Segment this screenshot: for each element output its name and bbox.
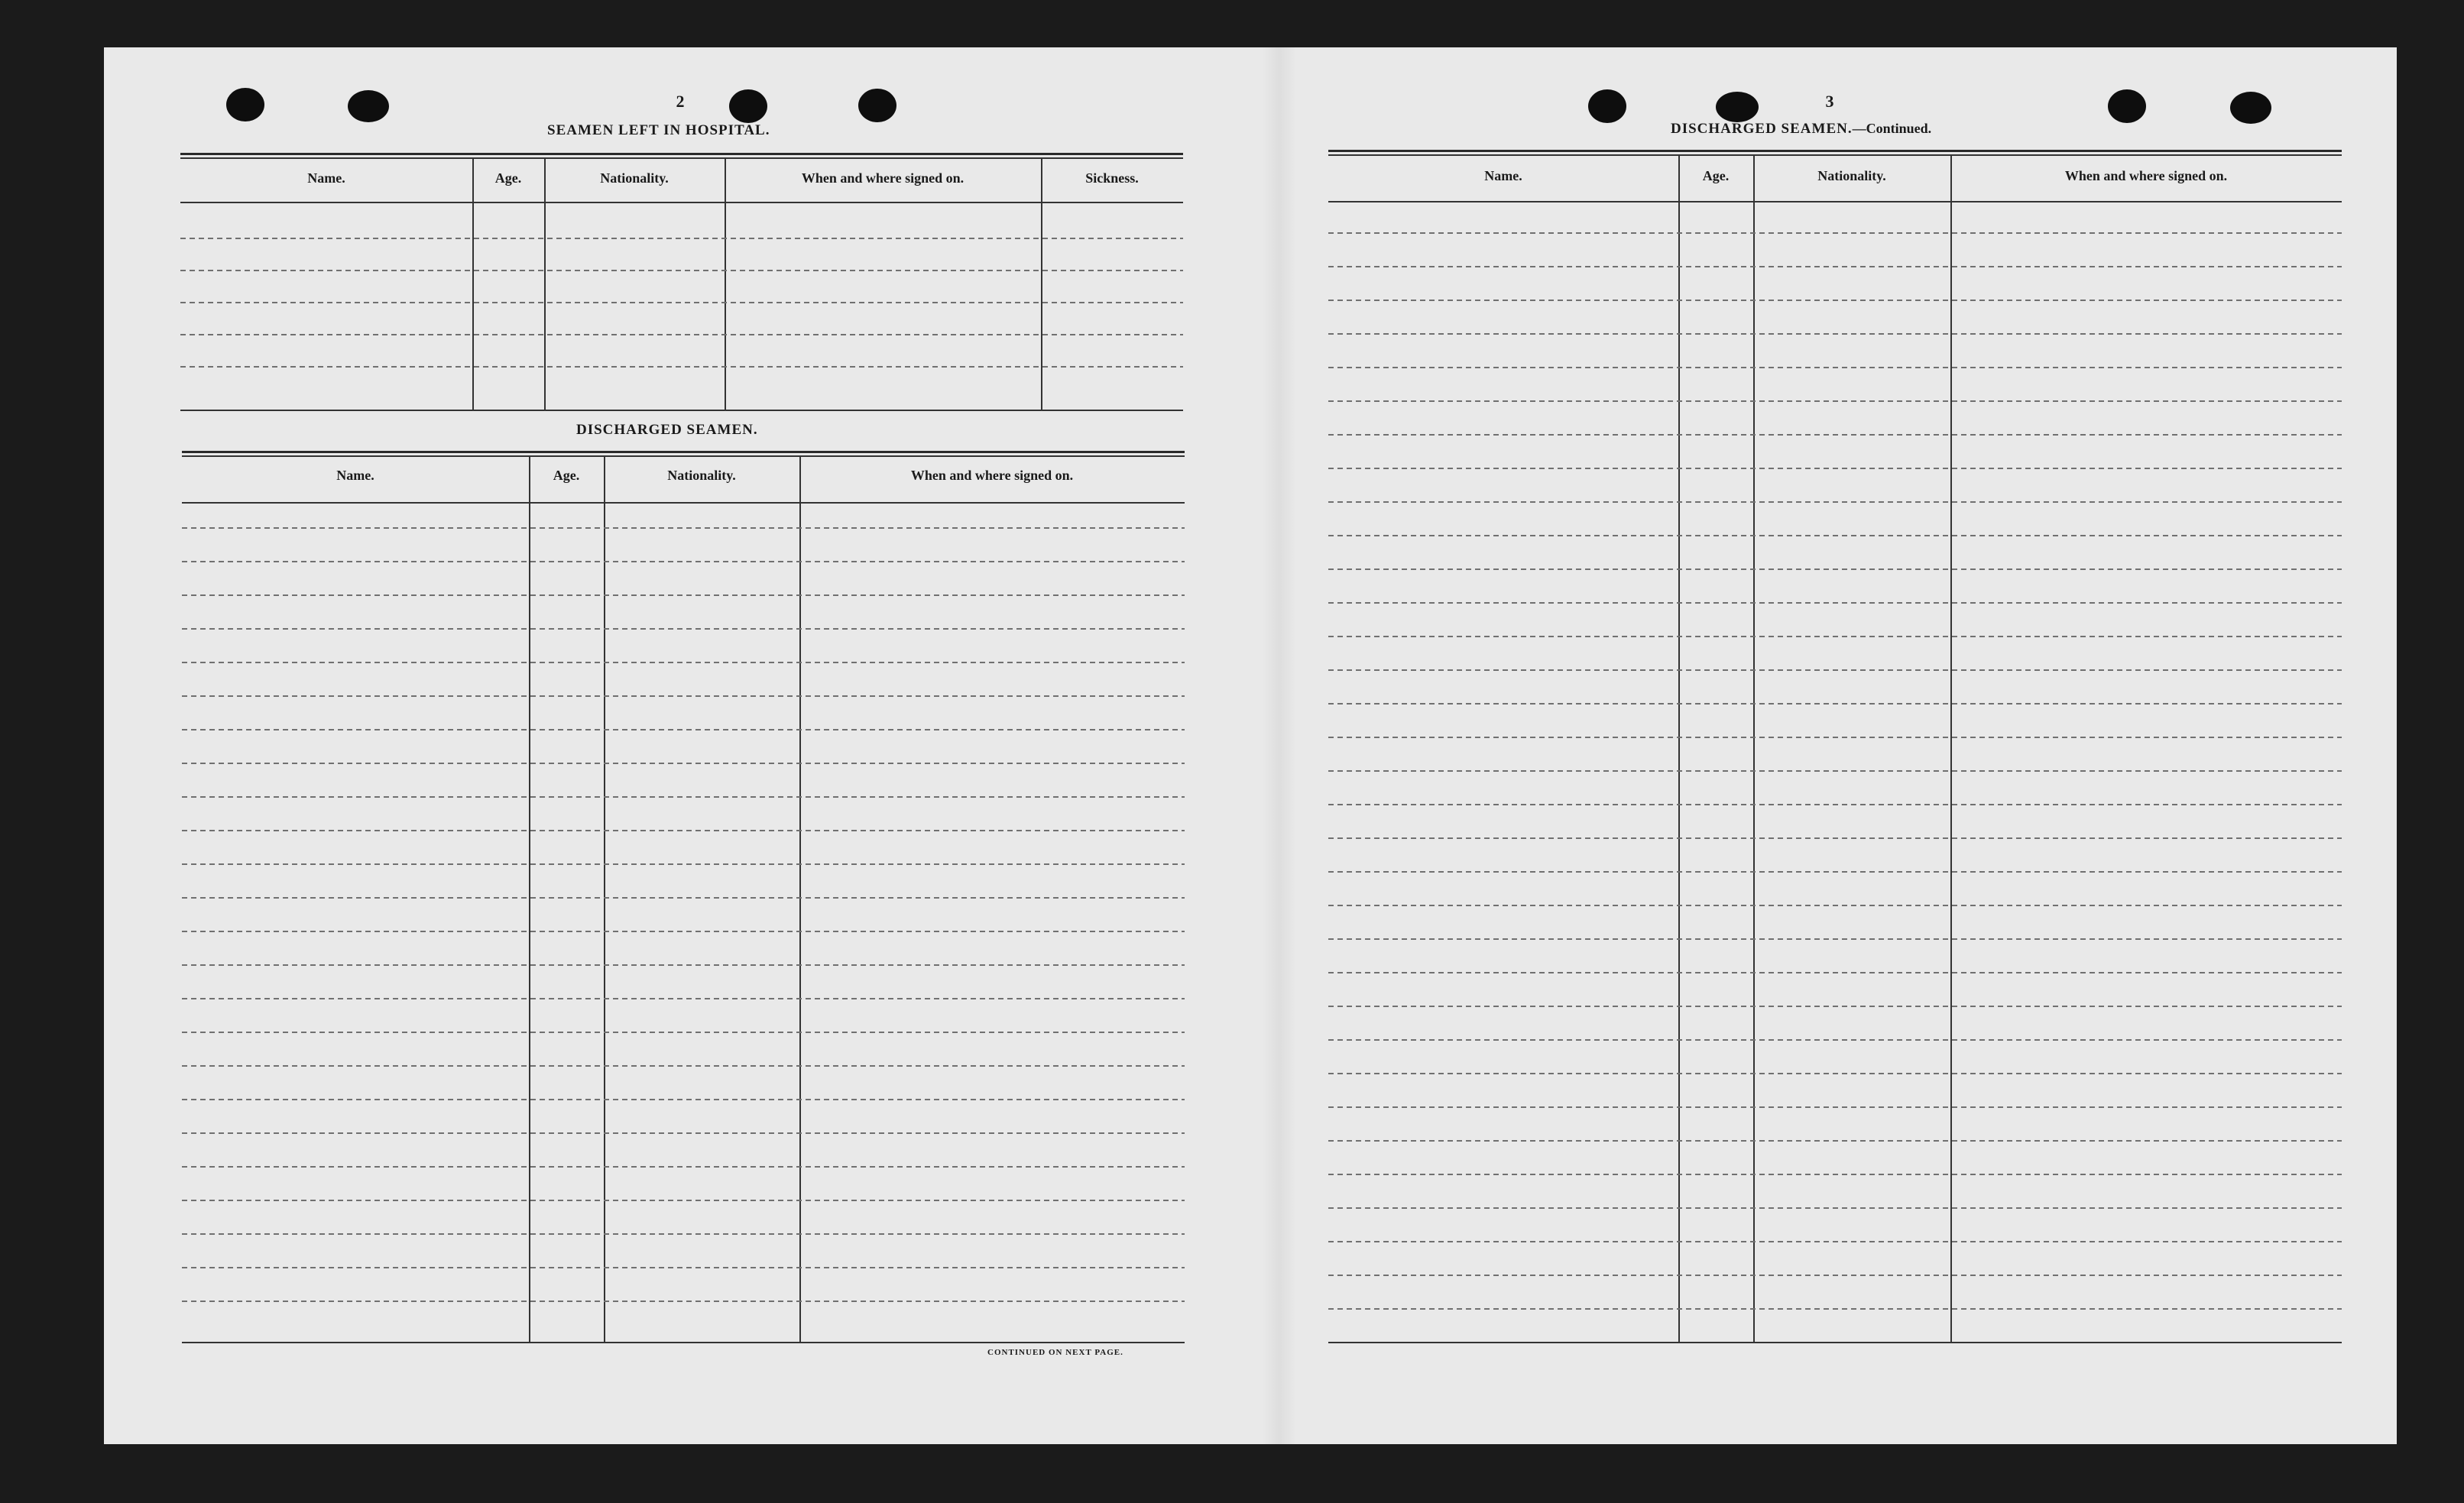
column-header-signed-on: When and where signed on. (910, 468, 1074, 483)
title-main: DISCHARGED SEAMEN. (1671, 121, 1853, 137)
column-header-signed-on: When and where signed on. (801, 170, 965, 186)
column-header-nationality: Nationality. (667, 468, 736, 483)
center-fold (1263, 47, 1296, 1444)
column-header-name: Name. (336, 468, 374, 483)
punch-hole (729, 89, 767, 123)
discharged-section-title: DISCHARGED SEAMEN. (576, 422, 758, 438)
discharged-continued-title (1671, 121, 1931, 138)
punch-hole (2230, 92, 2271, 124)
column-header-name: Name. (307, 170, 345, 186)
column-header-nationality: Nationality. (1817, 168, 1886, 183)
title-suffix: —Continued. (1852, 121, 1932, 136)
punch-hole (858, 89, 896, 122)
column-header-nationality: Nationality. (600, 170, 669, 186)
discharged-table-right (1328, 150, 2342, 1345)
punch-hole (226, 88, 264, 121)
punch-hole (1716, 92, 1759, 122)
discharged-table-left (182, 451, 1185, 1345)
punch-hole (2108, 89, 2146, 123)
page-number: 3 (1825, 92, 1834, 111)
column-header-sickness: Sickness. (1085, 170, 1139, 186)
column-header-signed-on: When and where signed on. (2064, 168, 2228, 183)
page-number: 2 (676, 92, 685, 111)
punch-hole (1588, 89, 1626, 123)
column-header-age: Age. (553, 468, 580, 483)
hospital-table (180, 153, 1183, 413)
hospital-section-title: SEAMEN LEFT IN HOSPITAL. (547, 122, 770, 138)
punch-hole (348, 90, 389, 122)
continued-note: CONTINUED ON NEXT PAGE. (987, 1348, 1123, 1357)
column-header-name: Name. (1484, 168, 1522, 183)
column-header-age: Age. (494, 170, 522, 186)
column-header-age: Age. (1702, 168, 1730, 183)
